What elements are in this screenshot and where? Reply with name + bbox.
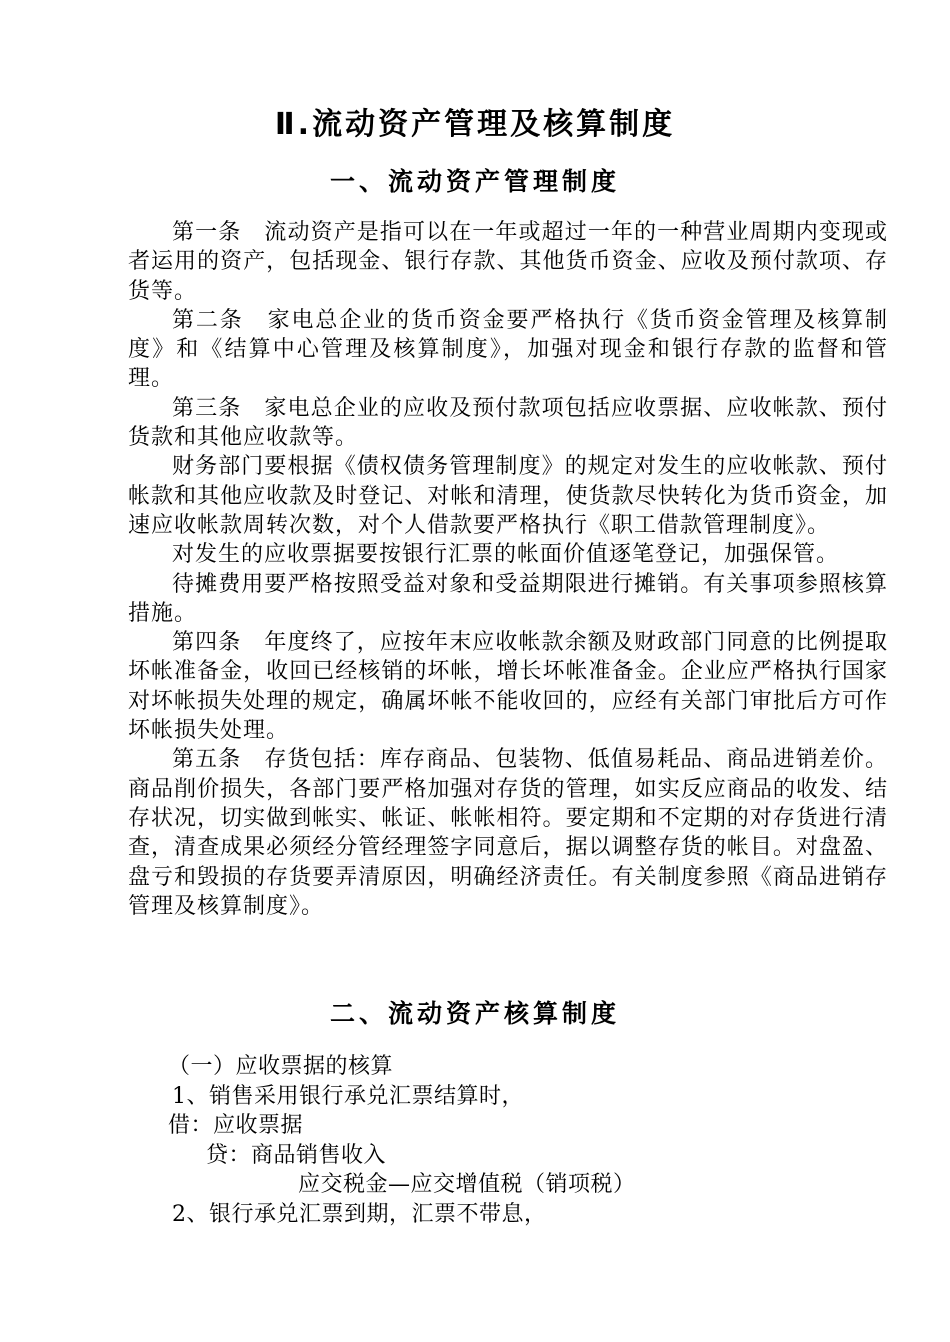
section-1-body [128, 218, 888, 921]
paragraph-notes-receivable: 对发生的应收票据要按银行汇票的帐面价值逐笔登记，加强保管。 [172, 542, 840, 568]
section-1-heading: 一、流动资产管理制度 [329, 167, 620, 196]
section-2-body [128, 1052, 888, 1229]
paragraph-article-2: 第二条 家电总企业的货币资金要严格执行《货币资金管理及核算制度》和《结算中心管理及核算制度》，加强对现金和银行存款的监督和管理。 [128, 307, 888, 392]
paragraph-article-4: 第四条 年度终了，应按年末应收帐款余额及财政部门同意的比例提取坏帐准备金，收回已经核销的坏帐，增长坏帐准备金。企业应严格执行国家对坏帐损失处理的规定，确属坏帐不能收回的，应经有关部门审批后方可作坏帐损失处理。 [128, 630, 888, 744]
entry-step-2: 2、银行承兑汇票到期，汇票不带息， [172, 1201, 547, 1227]
entry-debit: 借：应收票据 [168, 1113, 304, 1138]
document-title: Ⅱ.流动资产管理及核算制度 [274, 107, 676, 142]
paragraph-article-1: 第一条 流动资产是指可以在一年或超过一年的一种营业周期内变现或者运用的资产，包括现金、银行存款、其他货币资金、应收及预付款项、存货等。 [128, 220, 888, 304]
paragraph-receivables-management: 财务部门要根据《债权债务管理制度》的规定对发生的应收帐款、预付帐款和其他应收款及时登记、对帐和清理，使货款尽快转化为货币资金，加速应收帐款周转次数，对个人借款要严格执行《职工借款管理制度》。 [128, 454, 888, 538]
paragraph-article-3: 第三条 家电总企业的应收及预付款项包括应收票据、应收帐款、预付货款和其他应收款等。 [128, 395, 888, 451]
entry-credit: 贷：商品销售收入 [206, 1142, 387, 1168]
paragraph-prepaid-expenses: 待摊费用要严格按照受益对象和受益期限进行摊销。有关事项参照核算措施。 [128, 571, 888, 626]
paragraph-article-5: 第五条 存货包括：库存商品、包装物、低值易耗品、商品进销差价。商品削价损失，各部门要严格加强对存货的管理，如实反应商品的收发、结存状况，切实做到帐实、帐证、帐帐相符。要定期和不定期的对存货进行清查，清查成果必须经分管经理签字同意后，据以调整存货的帐目。对盘盈、盘亏和毁损的存货要弄清原因，明确经济责任。有关制度参照《商品进销存管理及核算制度》。 [128, 747, 888, 919]
entry-step-1: 1、销售采用银行承兑汇票结算时， [172, 1083, 524, 1109]
subsection-heading: （一）应收票据的核算 [168, 1054, 394, 1079]
section-2-heading: 二、流动资产核算制度 [329, 999, 620, 1028]
entry-credit-tax: 应交税金—应交增值税（销项税） [298, 1172, 636, 1197]
